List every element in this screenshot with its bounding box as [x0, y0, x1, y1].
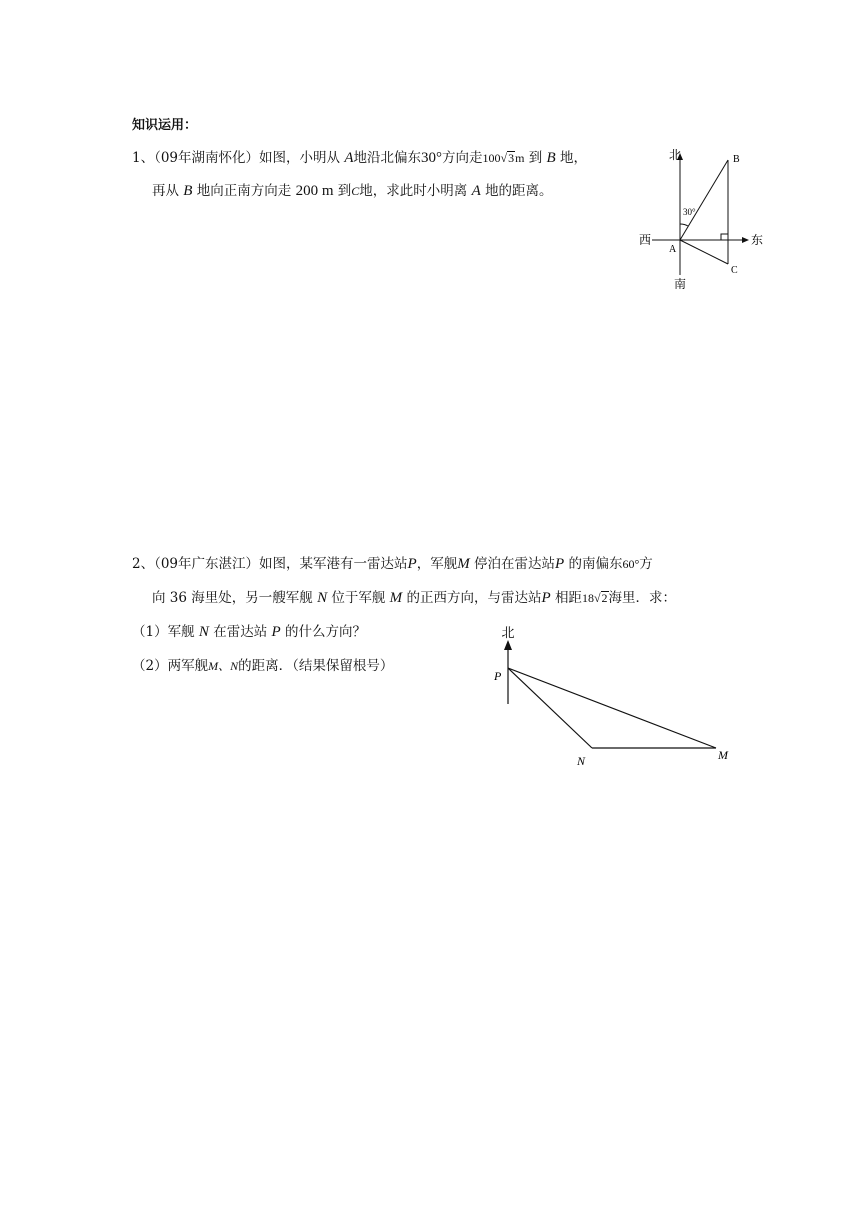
distance-coef: 100 — [482, 151, 501, 165]
north-label: 北 — [668, 148, 682, 162]
distance-value: 100√3m — [482, 151, 525, 165]
text: 地， — [560, 150, 587, 166]
section-title: 知识运用： — [132, 118, 198, 133]
angle-arc — [680, 224, 688, 226]
text: 向 36 海里处，另一艘军舰 — [152, 590, 313, 606]
label-p: P — [494, 669, 502, 683]
problem2-question2 — [132, 654, 393, 674]
point-c: C — [351, 184, 360, 198]
segment-pm — [508, 668, 716, 748]
south-label: 南 — [673, 277, 687, 291]
east-label: 东 — [751, 233, 764, 247]
point-p: P — [407, 556, 417, 572]
distance-coef: 18 — [581, 591, 594, 605]
text: 停泊在雷达站 — [474, 556, 555, 572]
text: 在雷达站 — [213, 624, 268, 640]
point-p: P — [541, 590, 551, 606]
problem1-line2 — [152, 179, 553, 200]
angle-label: 30° — [683, 207, 696, 217]
problem1-line1 — [132, 146, 587, 167]
point-n: N — [198, 624, 209, 640]
label-a: A — [669, 244, 677, 255]
point-a: A — [471, 183, 481, 199]
point-p: P — [555, 556, 565, 572]
right-angle-mark — [721, 234, 728, 240]
angle-value: 60° — [622, 557, 640, 571]
point-n: N — [317, 590, 328, 606]
label-m: M — [718, 748, 728, 762]
text: 地的距离。 — [485, 183, 553, 199]
segment-pn — [508, 668, 592, 748]
text: （1）军舰 — [132, 624, 195, 640]
problem1-number: 1、 — [132, 150, 155, 166]
problem2-number: 2、 — [132, 556, 155, 572]
label-n: N — [577, 754, 586, 768]
north-label: 北 — [501, 625, 515, 640]
figure1-compass — [630, 140, 770, 295]
point-b: B — [183, 183, 193, 199]
text: 地，求此时小明离 — [359, 183, 468, 199]
problem2-question1 — [132, 620, 366, 641]
north-arrow-icon — [504, 640, 512, 650]
problem2-line2 — [152, 586, 676, 607]
segment-ab — [680, 160, 728, 240]
figure2-radar — [485, 622, 745, 772]
problem2-source: （09年广东湛江） — [154, 556, 260, 572]
point-m: M — [389, 590, 403, 606]
point-m: M — [457, 556, 470, 572]
distance-value: 18√2 — [581, 591, 608, 605]
west-label: 西 — [639, 233, 652, 247]
text: 方向走 — [442, 150, 483, 166]
problem1-source: （09年湖南怀化） — [154, 150, 260, 166]
distance2-value: 200 m — [295, 183, 334, 199]
point-p: P — [271, 624, 281, 640]
distance-unit: m — [515, 151, 525, 165]
text: 再从 — [152, 183, 179, 199]
segment-ac — [680, 240, 728, 264]
text: 位于军舰 — [331, 590, 386, 606]
text: 如图，小明从 — [259, 150, 341, 166]
label-c: C — [731, 265, 738, 276]
text: ，军舰 — [416, 556, 458, 572]
distance-radicand: 2 — [601, 591, 608, 605]
text: 海里．求： — [608, 590, 677, 606]
text: 地向正南方向走 — [196, 183, 292, 199]
distance-radicand: 3 — [508, 151, 515, 165]
point-a: A — [344, 150, 354, 166]
text: 地沿北偏东 — [353, 150, 421, 166]
text: 如图，某军港有一雷达站 — [259, 556, 408, 572]
angle-value: 30° — [421, 150, 442, 166]
point-b: B — [546, 150, 556, 166]
text: 的南偏东 — [568, 556, 623, 572]
problem2-line1 — [132, 552, 653, 573]
label-b: B — [733, 154, 740, 165]
points-mn: M、N — [208, 659, 239, 673]
text: 到 — [337, 183, 352, 199]
text: 方 — [639, 556, 653, 572]
text: 的什么方向？ — [284, 624, 366, 640]
text: （2）两军舰 — [132, 658, 209, 674]
text: 的距离．（结果保留根号） — [238, 658, 394, 674]
text: 相距 — [554, 590, 582, 606]
text: 到 — [528, 150, 543, 166]
text: 的正西方向，与雷达站 — [406, 590, 542, 606]
